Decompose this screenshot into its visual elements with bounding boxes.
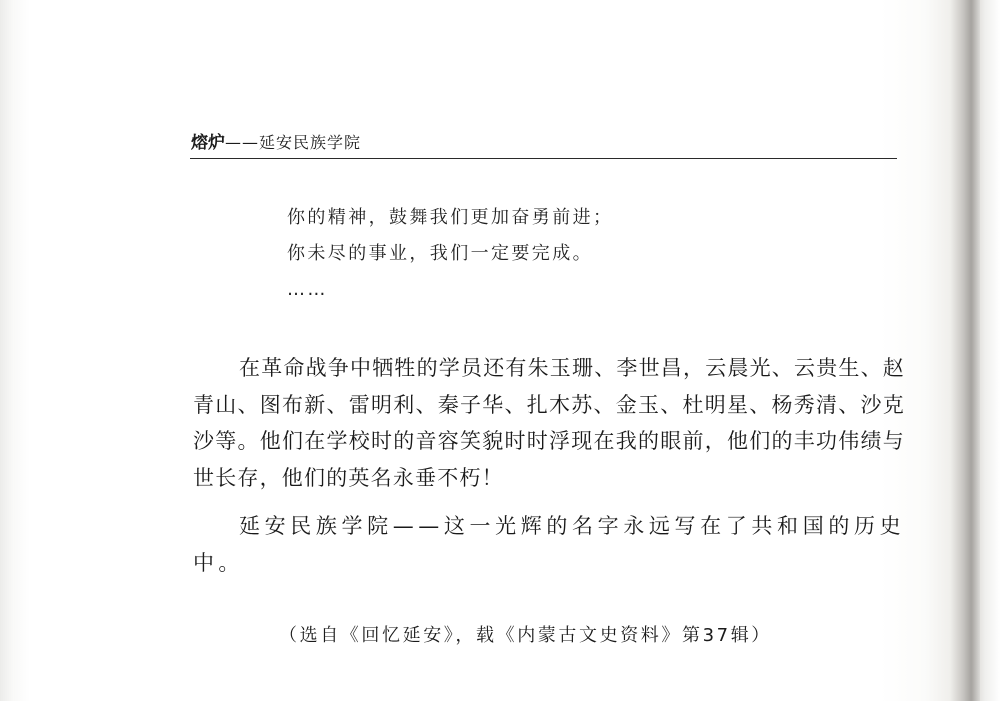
- running-header: [191, 128, 361, 154]
- source-citation: （选自《回忆延安》，载《内蒙古文史资料》第37辑）: [279, 625, 772, 646]
- body-paragraph: 延安民族学院——这一光辉的名字永远写在了共和国的历史中。: [193, 514, 905, 575]
- header-title-bold: 熔炉: [191, 133, 225, 153]
- book-spine-shadow: [950, 0, 980, 701]
- page-left-edge: [0, 0, 14, 701]
- poem-line: 你未尽的事业，我们一定要完成。: [287, 243, 593, 264]
- header-title-rest: ——延安民族学院: [225, 133, 362, 152]
- poem-excerpt: [287, 200, 613, 308]
- body-paragraph: 在革命战争中牺牲的学员还有朱玉珊、李世昌，云晨光、云贵生、赵青山、图布新、雷明利、秦子华、扎木苏、金玉、杜明星、杨秀清、沙克沙等。他们在学校时的音容笑貌时时浮现在我的眼前，他们的丰功伟绩与世长存，他们的英名永垂不朽！: [193, 356, 905, 490]
- poem-ellipsis: ……: [287, 279, 328, 300]
- poem-line: 你的精神，鼓舞我们更加奋勇前进；: [287, 207, 614, 228]
- header-divider: [190, 158, 897, 159]
